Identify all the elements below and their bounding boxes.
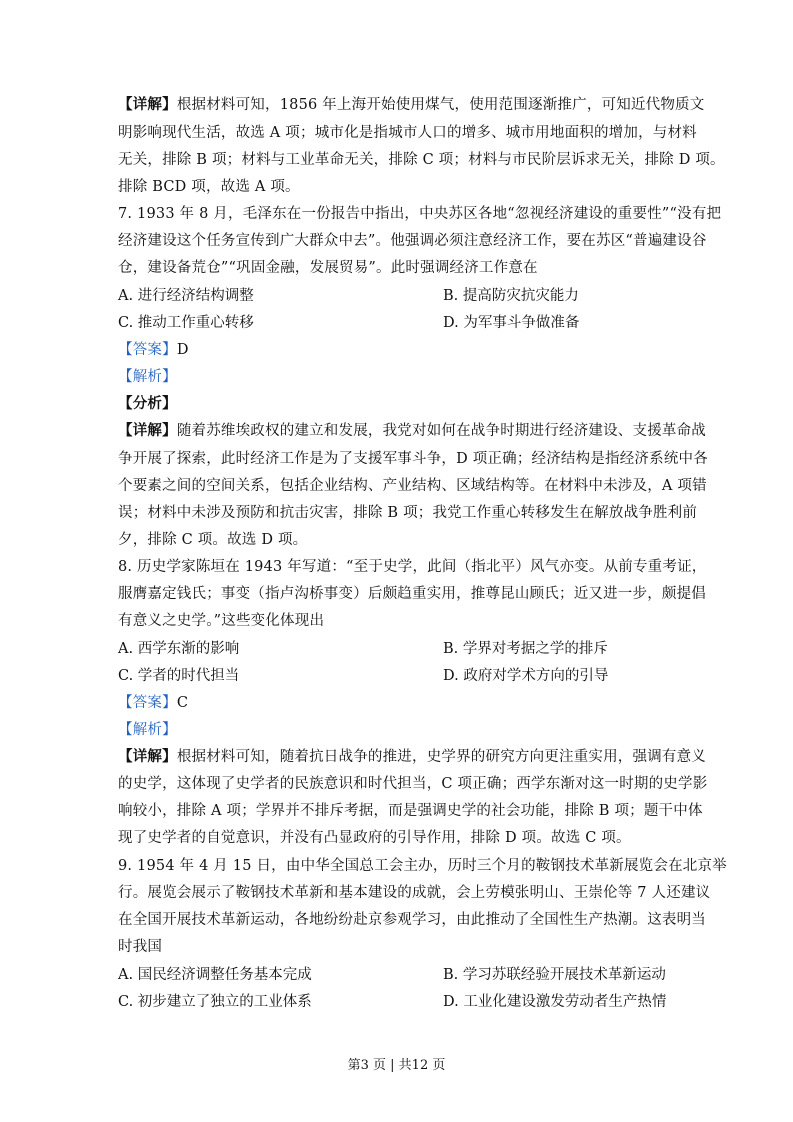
q6-detail-line-2: 明影响现代生活，故选 A 项；城市化是指城市人口的增多、城市用地面积的增加，与材料 xyxy=(118,125,697,141)
q8-detail-line-1: 【详解】根据材料可知，随着抗日战争的推进，史学界的研究方向更注重实用，强调有意义 xyxy=(118,748,707,765)
q9-stem-line-4: 时我国 xyxy=(118,939,163,955)
q8-option-a: A. 西学东渐的影响 xyxy=(118,641,240,657)
q7-analysis-tag: 【解析】 xyxy=(118,369,177,385)
q7-fenxi-tag: 【分析】 xyxy=(118,395,177,412)
q7-option-a: A. 进行经济结构调整 xyxy=(118,288,254,304)
detail-tag: 【详解】 xyxy=(118,748,177,765)
q9-stem-line-2: 行。展览会展示了鞍钢技术革新和基本建设的成就，会上劳模张明山、王崇伦等 7 人还建议 xyxy=(118,885,711,901)
q7-detail-line-4: 误；材料中未涉及预防和抗击灾害，排除 B 项；我党工作重心转移发生在解放战争胜利前 xyxy=(118,505,698,521)
detail-tag: 【详解】 xyxy=(118,422,177,439)
q9-option-b: B. 学习苏联经验开展技术革新运动 xyxy=(443,967,666,983)
detail-tag: 【详解】 xyxy=(118,96,177,113)
q7-detail-line-3: 个要素之间的空间关系，包括企业结构、产业结构、区域结构等。在材料中未涉及，A 项错 xyxy=(118,478,707,494)
q8-answer xyxy=(118,693,678,713)
q9-option-d: D. 工业化建设激发劳动者生产热情 xyxy=(443,994,667,1010)
q8-stem-line-1: 8. 历史学家陈垣在 1943 年写道：“至于史学，此间（指北平）风气亦变。从前专重考证， xyxy=(118,559,707,575)
q7-answer xyxy=(118,340,678,360)
q8-stem-line-2: 服膺嘉定钱氏；事变（指卢沟桥事变）后颇趋重实用，推尊昆山顾氏；近又进一步，颇提倡 xyxy=(118,586,706,602)
page-footer: 第3 页 | 共12 页 xyxy=(347,1058,446,1073)
q8-option-b: B. 学界对考据之学的排斥 xyxy=(443,641,608,657)
q7-stem-line-3: 仓，建设备荒仓”“巩固金融，发展贸易”。此时强调经济工作意在 xyxy=(118,260,538,276)
q7-detail-line-5: 夕，排除 C 项。故选 D 项。 xyxy=(118,532,308,548)
answer-tag: 【答案】 xyxy=(118,695,177,711)
q7-option-b: B. 提高防灾抗灾能力 xyxy=(443,288,579,304)
q7-stem-line-2: 经济建设这个任务宣传到广大群众中去”。他强调必须注意经济工作，要在苏区“普遍建设谷 xyxy=(118,233,707,249)
q8-option-c: C. 学者的时代担当 xyxy=(118,668,240,684)
q7-detail-line-2: 争开展了探索，此时经济工作是为了支援军事斗争，D 项正确；经济结构是指经济系统中各 xyxy=(118,451,708,467)
q9-option-a: A. 国民经济调整任务基本完成 xyxy=(118,967,312,983)
answer-value: C xyxy=(176,695,189,711)
answer-tag: 【答案】 xyxy=(118,342,177,358)
q7-stem-line-1: 7. 1933 年 8 月，毛泽东在一份报告中指出，中央苏区各地“忽视经济建设的重要性”“没有把 xyxy=(118,206,722,222)
q9-stem-line-1: 9. 1954 年 4 月 15 日，由中华全国总工会主办，历时三个月的鞍钢技术革新展览会在北京举 xyxy=(118,858,727,874)
q6-detail-line-3: 无关，排除 B 项；材料与工业革命无关，排除 C 项；材料与市民阶层诉求无关，排除 D 项。 xyxy=(118,152,725,168)
answer-value: D xyxy=(176,342,189,358)
q7-detail-line-1: 【详解】随着苏维埃政权的建立和发展，我党对如何在战争时期进行经济建设、支援革命战 xyxy=(118,422,707,439)
q8-detail-line-4: 现了史学者的自觉意识，并没有凸显政府的引导作用，排除 D 项。故选 C 项。 xyxy=(118,830,631,846)
q9-stem-line-3: 在全国开展技术革新运动，各地纷纷赴京参观学习，由此推动了全国性生产热潮。这表明当 xyxy=(118,912,706,928)
q8-analysis-tag: 【解析】 xyxy=(118,722,177,738)
q7-option-c: C. 推动工作重心转移 xyxy=(118,315,254,331)
q8-detail-line-3: 响较小，排除 A 项；学界并不排斥考据，而是强调史学的社会功能，排除 B 项；题干中体 xyxy=(118,803,703,819)
q7-option-d: D. 为军事斗争做准备 xyxy=(443,315,580,331)
q6-detail-line-1: 【详解】根据材料可知，1856 年上海开始使用煤气，使用范围逐渐推广，可知近代物质文 xyxy=(118,96,705,113)
q9-option-c: C. 初步建立了独立的工业体系 xyxy=(118,994,312,1010)
q8-detail-line-2: 的史学，这体现了史学者的民族意识和时代担当，C 项正确；西学东渐对这一时期的史学影 xyxy=(118,776,708,792)
q8-option-d: D. 政府对学术方向的引导 xyxy=(443,668,609,684)
q6-detail-line-4: 排除 BCD 项，故选 A 项。 xyxy=(118,179,300,195)
q8-stem-line-3: 有意义之史学。”这些变化体现出 xyxy=(118,613,325,629)
